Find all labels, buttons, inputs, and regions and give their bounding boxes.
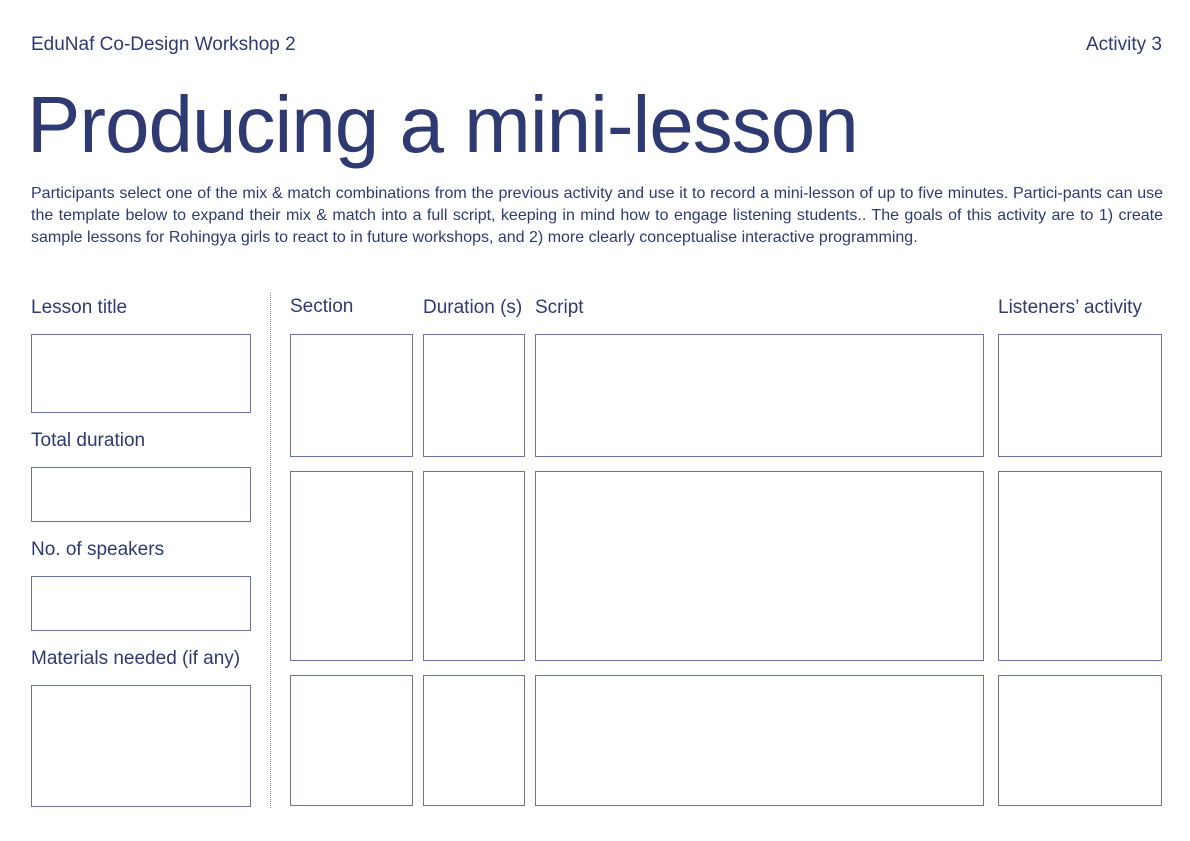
script-header: Script: [535, 297, 584, 318]
listeners-activity-cell[interactable]: [998, 675, 1162, 806]
lesson-title-label: Lesson title: [31, 297, 128, 318]
activity-number: Activity 3: [1085, 34, 1162, 55]
total-duration-field[interactable]: [31, 467, 251, 522]
total-duration-label: Total duration: [31, 430, 146, 451]
materials-label: Materials needed (if any): [31, 648, 241, 669]
section-cell[interactable]: [290, 334, 413, 457]
materials-field[interactable]: [31, 685, 251, 807]
listeners-activity-cell[interactable]: [998, 471, 1162, 661]
script-cell[interactable]: [535, 334, 984, 457]
section-cell[interactable]: [290, 471, 413, 661]
duration-cell[interactable]: [423, 675, 525, 806]
script-cell[interactable]: [535, 675, 984, 806]
duration-cell[interactable]: [423, 334, 525, 457]
section-header: Section: [290, 296, 354, 317]
lesson-title-field[interactable]: [31, 334, 251, 413]
duration-cell[interactable]: [423, 471, 525, 661]
listeners-activity-cell[interactable]: [998, 334, 1162, 457]
listeners-header: Listeners’ activity: [998, 297, 1142, 318]
column-divider: [270, 293, 271, 808]
speakers-field[interactable]: [31, 576, 251, 631]
duration-header: Duration (s): [423, 297, 523, 318]
page-title: Producing a mini-lesson: [27, 80, 858, 169]
workshop-name: EduNaf Co-Design Workshop 2: [31, 34, 296, 55]
script-cell[interactable]: [535, 471, 984, 661]
speakers-label: No. of speakers: [31, 539, 165, 560]
section-cell[interactable]: [290, 675, 413, 806]
activity-description: Participants select one of the mix & match combinations from the previous activity and use it to record a mini-lesson of up to five minutes. Partici-pants can use the template below to expand their mix & match into a full script, keeping in mind how to engage listening students.. The goals of this activity are to 1) create sample lessons for Rohingya girls to react to in future workshops, and 2) more clearly conceptualise interactive programming.: [31, 185, 1163, 246]
